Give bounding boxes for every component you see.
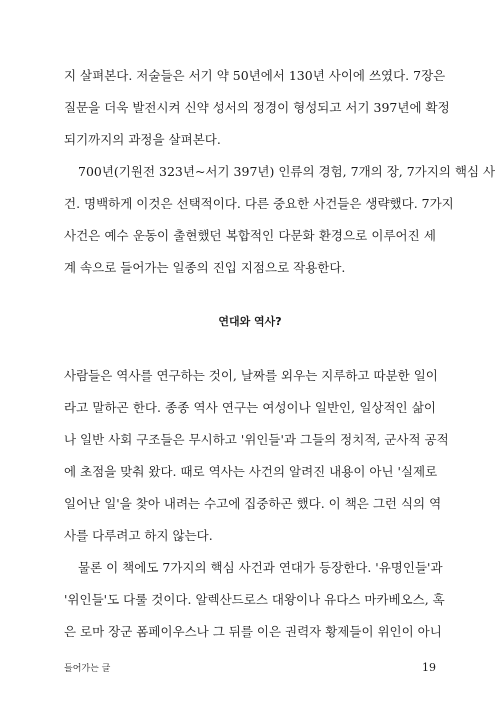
text-line: 계 속으로 들어가는 일종의 진입 지점으로 작용한다. [64,260,346,275]
text-line: 지 살펴본다. 저술들은 서기 약 50년에서 130년 사이에 쓰였다. 7장은 [64,68,446,83]
body-text-top [64,60,496,284]
running-title: 들어가는 글 [64,664,111,674]
text-line: 나 일반 사회 구조들은 무시하고 '위인들'과 그들의 정치적, 군사적 공적 [64,432,449,447]
text-line: 은 로마 장군 폼페이우스나 그 뒤를 이은 권력자 황제들이 위인이 아니 [64,624,442,639]
text-line: '위인들'도 다룰 것이다. 알렉산드로스 대왕이나 유다스 마카베오스, 혹 [64,592,445,607]
text-line: 700년(기원전 323년~서기 397년) 인류의 경험, 7개의 장, 7가지의 핵심 사 [78,164,496,179]
text-line: 물론 이 책에도 7가지의 핵심 사건과 연대가 등장한다. '유명인들'과 [78,560,443,575]
text-line: 질문을 더욱 발전시켜 신약 성서의 정경이 형성되고 서기 397년에 확정 [64,100,450,115]
section-heading: 연대와 역사? [218,315,282,328]
text-line: 사람들은 역사를 연구하는 것이, 날짜를 외우는 지루하고 따분한 일이 [64,368,438,383]
text-line: 되기까지의 과정을 살펴본다. [64,132,221,147]
text-line: 건. 명백하게 이것은 선택적이다. 다른 중요한 사건들은 생략했다. 7가지 [64,196,454,211]
page-number: 19 [422,661,436,674]
text-line: 일어난 일'을 찾아 내려는 수고에 집중하곤 했다. 이 책은 그런 식의 역 [64,496,442,511]
body-text-bottom [64,360,449,648]
text-line: 라고 말하곤 한다. 종종 역사 연구는 여성이나 일반인, 일상적인 삶이 [64,400,436,415]
text-line: 사건은 예수 운동이 출현했던 복합적인 다문화 환경으로 이루어진 세 [64,228,436,243]
text-line: 에 초점을 맞춰 왔다. 때로 역사는 사건의 알려진 내용이 아닌 '실제로 [64,464,438,479]
text-line: 사를 다루려고 하지 않는다. [64,528,213,543]
